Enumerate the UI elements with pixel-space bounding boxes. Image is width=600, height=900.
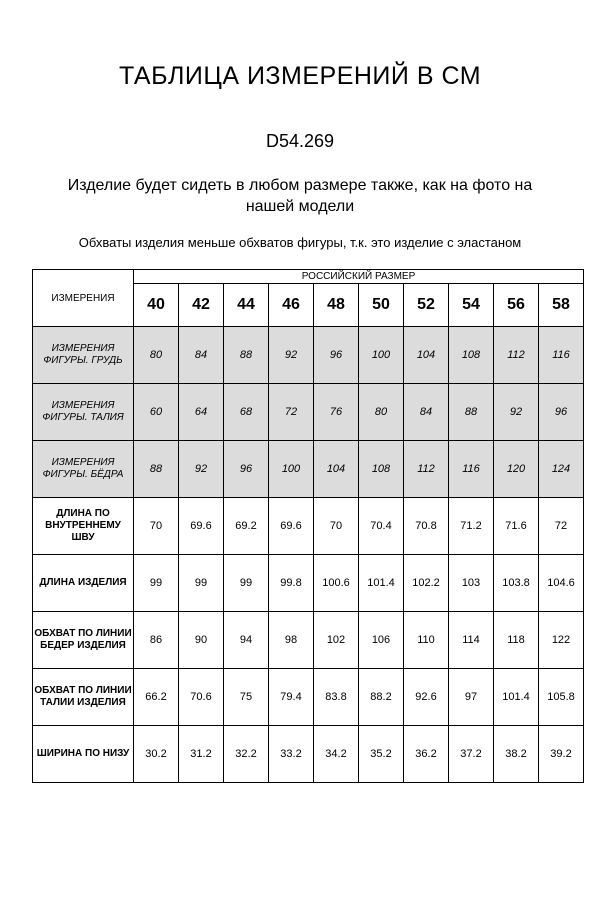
measurement-value: 30.2	[134, 726, 179, 783]
measurement-value: 70.8	[404, 498, 449, 555]
table-row	[33, 612, 584, 669]
measurement-value: 108	[359, 441, 404, 498]
measurement-value: 66.2	[134, 669, 179, 726]
measurement-value: 102.2	[404, 555, 449, 612]
measurement-value: 108	[449, 327, 494, 384]
measurement-value: 99	[224, 555, 269, 612]
size-column-header: 40	[134, 284, 179, 327]
size-column-header: 56	[494, 284, 539, 327]
measurement-value: 103.8	[494, 555, 539, 612]
measurement-value: 114	[449, 612, 494, 669]
size-column-header: 52	[404, 284, 449, 327]
page-title: ТАБЛИЦА ИЗМЕРЕНИЙ В СМ	[118, 62, 482, 90]
measurement-value: 116	[449, 441, 494, 498]
size-column-header: 44	[224, 284, 269, 327]
measurement-value: 70.4	[359, 498, 404, 555]
measurement-value: 60	[134, 384, 179, 441]
measurement-value: 92.6	[404, 669, 449, 726]
measurement-value: 84	[404, 384, 449, 441]
measurement-value: 88	[134, 441, 179, 498]
measurement-label: ДЛИНА ИЗДЕЛИЯ	[33, 555, 134, 612]
product-code: D54.269	[265, 131, 335, 151]
measurement-value: 92	[494, 384, 539, 441]
measurement-value: 112	[404, 441, 449, 498]
measurement-value: 88	[449, 384, 494, 441]
table-row	[33, 384, 584, 441]
measurement-value: 36.2	[404, 726, 449, 783]
measurement-label: ДЛИНА ПО ВНУТРЕННЕМУ ШВУ	[33, 498, 134, 555]
size-table	[32, 269, 584, 783]
measurement-value: 86	[134, 612, 179, 669]
measurement-label: ОБХВАТ ПО ЛИНИИ ТАЛИИ ИЗДЕЛИЯ	[33, 669, 134, 726]
measurement-value: 38.2	[494, 726, 539, 783]
measurement-value: 118	[494, 612, 539, 669]
measurement-value: 122	[539, 612, 584, 669]
table-row	[33, 498, 584, 555]
table-row	[33, 441, 584, 498]
fit-note: Изделие будет сидеть в любом размере также, как на фото на нашей модели	[67, 177, 533, 215]
measurement-value: 105.8	[539, 669, 584, 726]
measurement-value: 31.2	[179, 726, 224, 783]
measurement-value: 103	[449, 555, 494, 612]
measurement-value: 101.4	[359, 555, 404, 612]
measurement-value: 68	[224, 384, 269, 441]
measurement-value: 101.4	[494, 669, 539, 726]
measurement-value: 92	[269, 327, 314, 384]
measurement-value: 70.6	[179, 669, 224, 726]
size-column-header: 58	[539, 284, 584, 327]
measurement-value: 84	[179, 327, 224, 384]
measurement-value: 100.6	[314, 555, 359, 612]
measurement-value: 104.6	[539, 555, 584, 612]
measurement-value: 112	[494, 327, 539, 384]
measurement-value: 76	[314, 384, 359, 441]
measurement-value: 70	[314, 498, 359, 555]
measurement-value: 39.2	[539, 726, 584, 783]
measurement-value: 72	[539, 498, 584, 555]
measurement-value: 104	[314, 441, 359, 498]
measurement-value: 79.4	[269, 669, 314, 726]
measurement-value: 64	[179, 384, 224, 441]
measurement-value: 110	[404, 612, 449, 669]
size-column-header: 54	[449, 284, 494, 327]
measurement-value: 37.2	[449, 726, 494, 783]
measurement-value: 92	[179, 441, 224, 498]
measurement-value: 100	[269, 441, 314, 498]
measurement-label: ИЗМЕРЕНИЯ ФИГУРЫ. ГРУДЬ	[33, 327, 134, 384]
size-column-header: 48	[314, 284, 359, 327]
measurement-value: 71.6	[494, 498, 539, 555]
measurement-value: 120	[494, 441, 539, 498]
measurement-label: ШИРИНА ПО НИЗУ	[33, 726, 134, 783]
measurement-value: 99.8	[269, 555, 314, 612]
measurement-value: 97	[449, 669, 494, 726]
measurement-value: 71.2	[449, 498, 494, 555]
measurement-value: 32.2	[224, 726, 269, 783]
measurement-value: 96	[224, 441, 269, 498]
measurement-value: 80	[359, 384, 404, 441]
measurement-value: 96	[314, 327, 359, 384]
table-row	[33, 327, 584, 384]
measurement-value: 90	[179, 612, 224, 669]
measurement-value: 69.6	[269, 498, 314, 555]
size-column-header: 50	[359, 284, 404, 327]
measurement-value: 35.2	[359, 726, 404, 783]
measurement-value: 100	[359, 327, 404, 384]
measurement-value: 94	[224, 612, 269, 669]
measurement-value: 70	[134, 498, 179, 555]
size-column-header: 42	[179, 284, 224, 327]
measurement-value: 116	[539, 327, 584, 384]
measurement-value: 96	[539, 384, 584, 441]
measurement-label: ИЗМЕРЕНИЯ ФИГУРЫ. ТАЛИЯ	[33, 384, 134, 441]
measurement-value: 75	[224, 669, 269, 726]
measurement-value: 102	[314, 612, 359, 669]
measurement-value: 99	[179, 555, 224, 612]
measurement-value: 106	[359, 612, 404, 669]
size-column-header: 46	[269, 284, 314, 327]
measurement-value: 88.2	[359, 669, 404, 726]
measurement-value: 104	[404, 327, 449, 384]
measurement-value: 83.8	[314, 669, 359, 726]
measurement-label: ОБХВАТ ПО ЛИНИИ БЕДЕР ИЗДЕЛИЯ	[33, 612, 134, 669]
table-row	[33, 669, 584, 726]
russian-size-header: РОССИЙСКИЙ РАЗМЕР	[134, 270, 584, 284]
table-row	[33, 726, 584, 783]
measurement-value: 72	[269, 384, 314, 441]
measurement-value: 88	[224, 327, 269, 384]
measurement-value: 69.6	[179, 498, 224, 555]
measurement-value: 69.2	[224, 498, 269, 555]
measurement-value: 98	[269, 612, 314, 669]
measurement-value: 124	[539, 441, 584, 498]
measurement-value: 80	[134, 327, 179, 384]
table-row	[33, 555, 584, 612]
measurement-value: 34.2	[314, 726, 359, 783]
measurement-value: 99	[134, 555, 179, 612]
measurements-header: ИЗМЕРЕНИЯ	[33, 270, 134, 327]
stretch-note: Обхваты изделия меньше обхватов фигуры, т.к. это изделие с эластаном	[78, 235, 522, 250]
measurement-value: 33.2	[269, 726, 314, 783]
measurement-label: ИЗМЕРЕНИЯ ФИГУРЫ. БЁДРА	[33, 441, 134, 498]
